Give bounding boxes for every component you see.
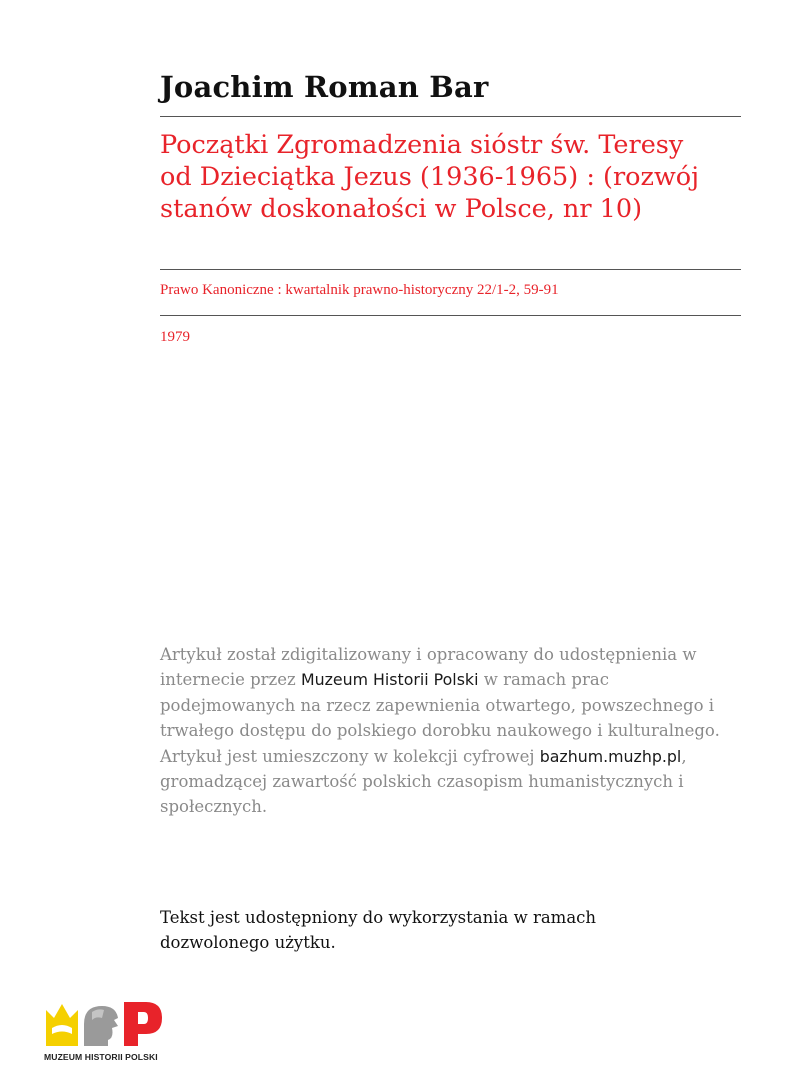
publication-year: 1979 bbox=[160, 329, 190, 345]
divider-title bbox=[160, 269, 741, 270]
divider-journal bbox=[160, 315, 741, 316]
divider-top bbox=[160, 116, 741, 117]
museum-link[interactable]: Muzeum Historii Polski bbox=[300, 670, 479, 690]
article-title[interactable]: Początki Zgromadzenia sióstr św. Teresy od Dzieciątka Jezus (1936-1965) : (rozwój stanów doskonałości w Polsce, nr 10) bbox=[160, 130, 700, 224]
bazhum-link[interactable]: bazhum.muzhp.pl bbox=[539, 746, 682, 766]
digitization-notice bbox=[160, 642, 740, 820]
notice-text-1: Artykuł został zdigitalizowany i opracowany do udostępnienia w internecie przez bbox=[160, 645, 697, 690]
museum-logo bbox=[44, 998, 164, 1050]
notice-text-2: w ramach prac podejmowanych na rzecz zapewnienia otwartego, powszechnego i trwałego dostępu do polskiego dorobku naukowego i kulturalnego. Artykuł jest umieszczony w kolekcji cyfrowej bbox=[160, 670, 720, 766]
journal-citation[interactable]: Prawo Kanoniczne : kwartalnik prawno-historyczny 22/1-2, 59-91 bbox=[160, 282, 559, 298]
museum-logo-text: MUZEUM HISTORII POLSKI bbox=[44, 1052, 158, 1062]
logo-p-mark bbox=[124, 1002, 162, 1046]
author-name: Joachim Roman Bar bbox=[160, 70, 489, 104]
notice-text-3: , gromadzącej zawartość polskich czasopism humanistycznych i społecznych. bbox=[160, 746, 687, 817]
license-notice: Tekst jest udostępniony do wykorzystania w ramach dozwolonego użytku. bbox=[160, 908, 597, 953]
